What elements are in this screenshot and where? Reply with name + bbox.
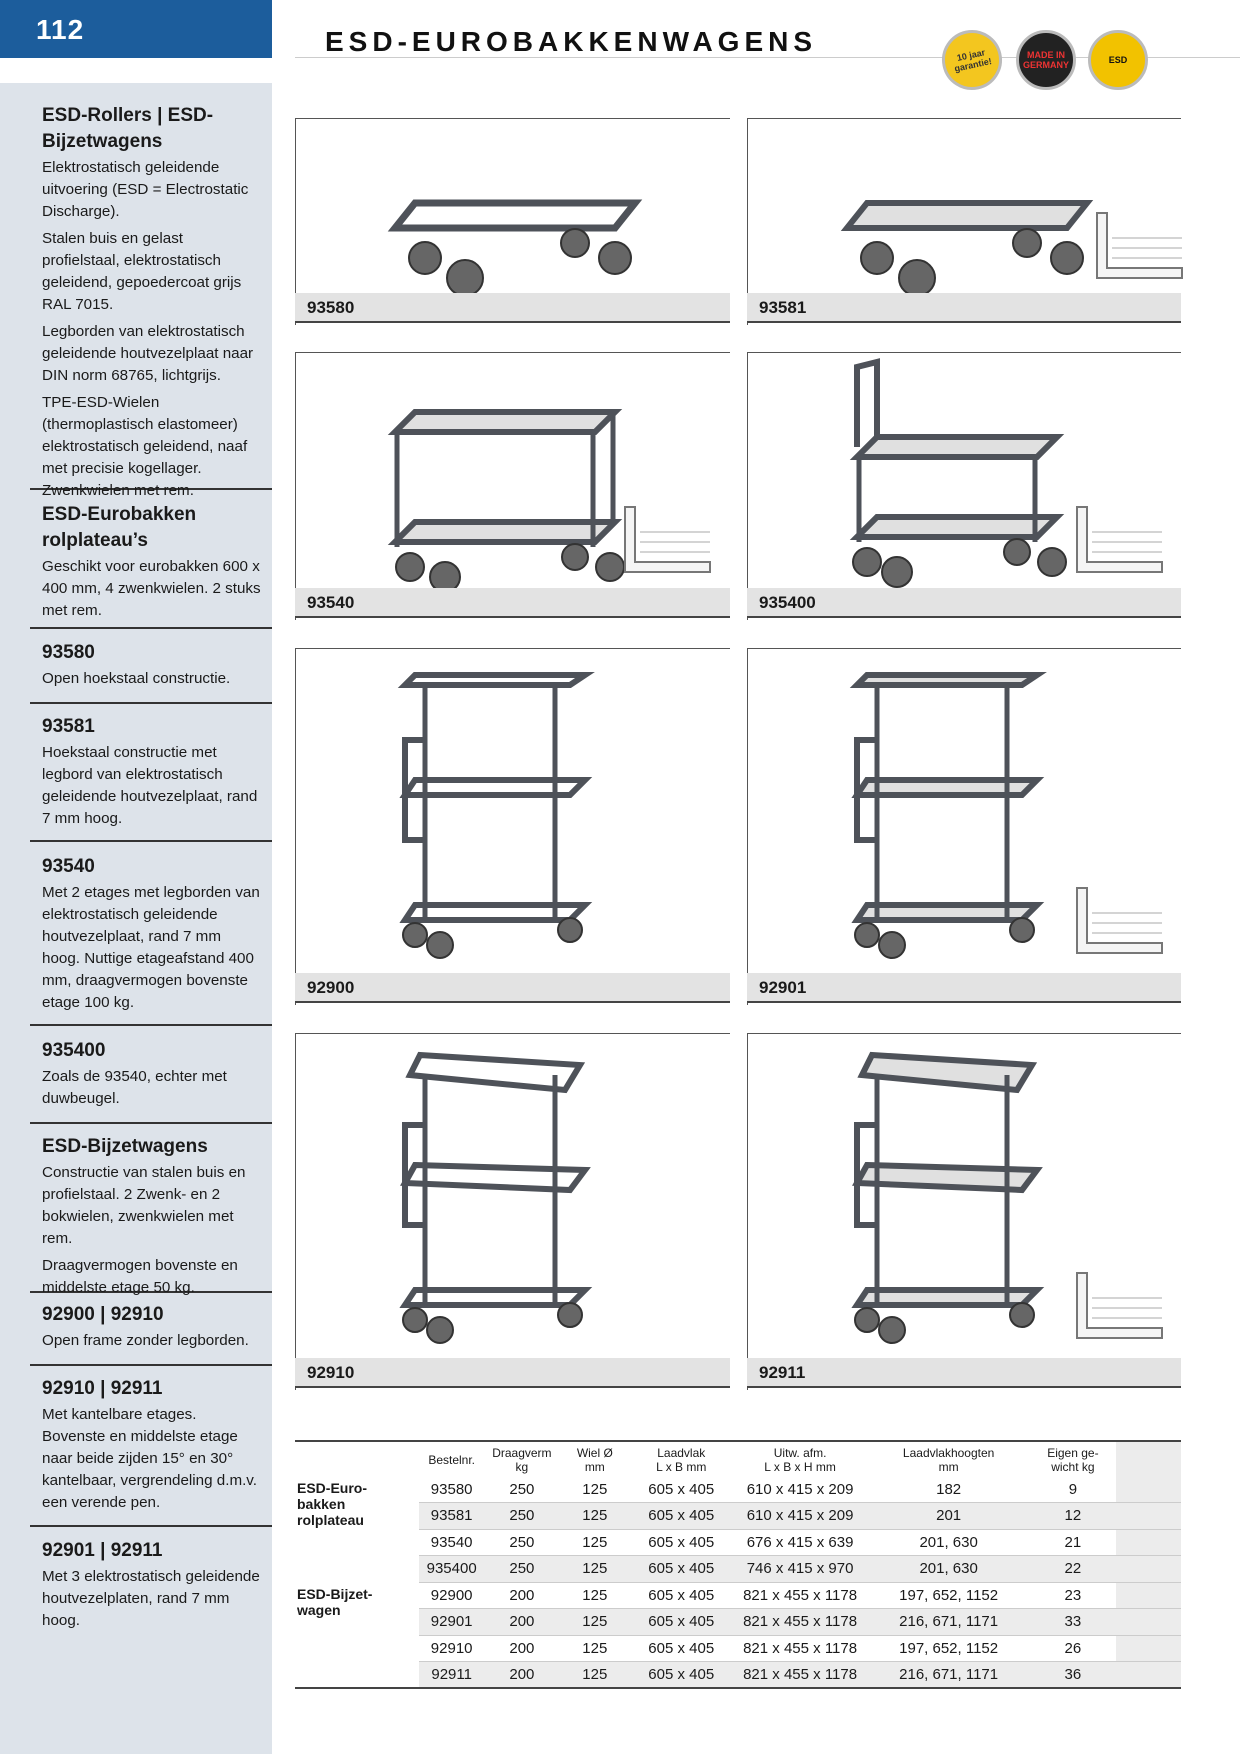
table-row [295,1503,1181,1530]
table-row [295,1556,1181,1583]
esd-badge-text: ESD [1108,55,1128,65]
cart-illustration-icon [837,357,1077,597]
table-cell: 200 [484,1582,560,1609]
product-panel [747,648,1181,1005]
section-heading: ESD-Bijzetwagens [42,1136,208,1157]
section-heading: ESD-Rollers | ESD-Bijzetwagens [42,105,214,152]
table-cell: 201, 630 [868,1529,1030,1556]
table-cell: 200 [484,1635,560,1662]
spec-table [295,1440,1181,1689]
table-pad [1116,1556,1181,1583]
section-text: Stalen buis en gelast profielstaal, elektrostatisch geleidend, gepoedercoat grijs RAL 7015. [42,230,242,313]
table-cell: 197, 652, 1152 [868,1635,1030,1662]
table-cell: 250 [484,1476,560,1503]
table-row [295,1635,1181,1662]
table-cell: 605 x 405 [630,1476,733,1503]
section-heading: 93581 [42,716,95,737]
table-cell: 201, 630 [868,1556,1030,1583]
made-badge-text: MADE IN GERMANY [1022,50,1069,70]
section-heading: ESD-Eurobakken rolplateau’s [42,504,197,551]
cart-illustration-icon [847,1045,1067,1345]
table-cell: 125 [560,1476,630,1503]
table-cell: 821 x 455 x 1178 [733,1582,868,1609]
table-cell: 12 [1030,1503,1116,1530]
table-header: Draagverm kg [484,1441,560,1476]
table-pad [1116,1582,1181,1609]
table-cell: 216, 671, 1171 [868,1662,1030,1689]
made-in-germany-badge-icon [1016,30,1076,90]
table-cell: 9 [1030,1476,1116,1503]
table-cell: 610 x 415 x 209 [733,1503,868,1530]
table-cell: 125 [560,1503,630,1530]
table-header: Laadvlakhoogten mm [868,1441,1030,1476]
sidebar-section-93540 [30,854,272,1026]
table-cell: 605 x 405 [630,1582,733,1609]
section-text: TPE-ESD-Wielen (thermoplastisch elastomeer) elektrostatisch geleidend, naaf met precisie kogellager. Zwenkwielen met rem. [42,394,248,499]
sidebar-section-92900 [30,1302,272,1366]
table-cell: 605 x 405 [630,1556,733,1583]
page-title: ESD-EUROBAKKENWAGENS [325,26,818,57]
section-text: Open frame zonder legborden. [42,1332,249,1349]
cart-illustration-icon [385,372,645,602]
sidebar-section-935400 [30,1038,272,1124]
product-panel [747,118,1181,325]
product-panel [747,1033,1181,1390]
panel-label: 92910 [295,1358,730,1388]
table-cell: 182 [868,1476,1030,1503]
table-cell: 125 [560,1635,630,1662]
section-text: Constructie van stalen buis en profielstaal. 2 Zwenk- en 2 bokwielen, zwenkwielen met rem. [42,1164,246,1247]
page-number-box [0,0,272,58]
product-panel [295,648,730,1005]
cart-illustration-icon [395,1045,615,1345]
table-cell: 33 [1030,1609,1116,1636]
table-header [295,1441,419,1476]
edge-profile-icon [1072,883,1172,963]
guarantee-badge-text: 10 jaar garantie! [953,47,993,74]
table-cell: 605 x 405 [630,1503,733,1530]
table-cell: 36 [1030,1662,1116,1689]
table-cell: 676 x 415 x 639 [733,1529,868,1556]
table-cell: 821 x 455 x 1178 [733,1635,868,1662]
table-pad [1116,1441,1181,1476]
table-cell: 216, 671, 1171 [868,1609,1030,1636]
panel-label: 92901 [747,973,1181,1003]
section-text: Met 3 elektrostatisch geleidende houtvezelplaten, rand 7 mm hoog. [42,1568,260,1629]
edge-profile-icon [620,502,720,582]
table-cell: 935400 [419,1556,484,1583]
table-cell: 605 x 405 [630,1635,733,1662]
table-cell: 92911 [419,1662,484,1689]
table-cell: 93581 [419,1503,484,1530]
table-header: Bestelnr. [419,1441,484,1476]
cart-illustration-icon [375,148,675,298]
section-heading: 92901 | 92911 [42,1540,163,1561]
panel-label: 92900 [295,973,730,1003]
panel-label: 93540 [295,588,730,618]
table-cell: 250 [484,1529,560,1556]
table-cell: 92910 [419,1635,484,1662]
table-cell: 93580 [419,1476,484,1503]
table-header: Wiel Ø mm [560,1441,630,1476]
table-cell: 250 [484,1503,560,1530]
table-cell: 125 [560,1662,630,1689]
table-cell: 250 [484,1556,560,1583]
section-heading: 92900 | 92910 [42,1304,164,1325]
panel-label: 93581 [747,293,1181,323]
table-header: Laadvlak L x B mm [630,1441,733,1476]
sidebar-section-93580 [30,640,272,704]
sidebar-section-93581 [30,714,272,842]
table-cell: 821 x 455 x 1178 [733,1609,868,1636]
sidebar-section-rolplateau [30,502,272,629]
table-pad [1116,1662,1181,1689]
table-header: Uitw. afm. L x B x H mm [733,1441,868,1476]
panel-label: 93580 [295,293,730,323]
table-cell: 821 x 455 x 1178 [733,1662,868,1689]
table-cell: 201 [868,1503,1030,1530]
cart-illustration-icon [847,660,1067,960]
product-panel [295,352,730,620]
table-cell: 610 x 415 x 209 [733,1476,868,1503]
table-cell: 200 [484,1662,560,1689]
sidebar-section-92910 [30,1376,272,1527]
table-pad [1116,1529,1181,1556]
section-text: Geschikt voor eurobakken 600 x 400 mm, 4 zwenkwielen. 2 stuks met rem. [42,558,261,619]
table-row [295,1662,1181,1689]
product-panel [747,352,1181,620]
section-text: Hoekstaal constructie met legbord van elektrostatisch geleidende houtvezelplaat, rand 7 mm hoog. [42,744,258,827]
cart-illustration-icon [827,148,1127,298]
table-cell: 605 x 405 [630,1609,733,1636]
table-header-row [295,1441,1181,1476]
section-heading: 935400 [42,1040,106,1061]
table-cell: 21 [1030,1529,1116,1556]
table-row [295,1529,1181,1556]
esd-warning-badge-icon [1088,30,1148,90]
table-cell: 92901 [419,1609,484,1636]
edge-profile-icon [1072,502,1172,582]
section-text: Legborden van elektrostatisch geleidende houtvezelplaat naar DIN norm 68765, lichtgrijs. [42,323,254,384]
section-heading: 93540 [42,856,95,877]
table-cell: 125 [560,1582,630,1609]
table-header: Eigen ge- wicht kg [1030,1441,1116,1476]
table-pad [1116,1609,1181,1636]
section-heading: 93580 [42,642,95,663]
cart-illustration-icon [395,660,615,960]
sidebar-section-92901 [30,1538,272,1638]
table-row [295,1582,1181,1609]
table-cell: 22 [1030,1556,1116,1583]
table-cell: 125 [560,1556,630,1583]
table-cell: 23 [1030,1582,1116,1609]
table-row [295,1609,1181,1636]
sidebar-section-intro [30,103,272,499]
table-group-label: ESD-Euro- bakken rolplateau [297,1480,367,1528]
table-cell: 746 x 415 x 970 [733,1556,868,1583]
table-cell: 197, 652, 1152 [868,1582,1030,1609]
edge-profile-icon [1092,208,1192,288]
table-cell: 125 [560,1609,630,1636]
sidebar-section-bijzetwagens [30,1134,272,1296]
product-panel [295,118,730,325]
panel-label: 92911 [747,1358,1181,1388]
table-cell: 93540 [419,1529,484,1556]
section-text: Met 2 etages met legborden van elektrostatisch geleidende houtvezelplaat, rand 7 mm hoog. Nuttige etageafstand 400 mm, draagvermogen bovenste etage 100 kg. [42,884,260,1011]
table-pad [1116,1635,1181,1662]
section-text: Elektrostatisch geleidende uitvoering (ESD = Electrostatic Discharge). [42,159,249,220]
table-cell: 92900 [419,1582,484,1609]
table-cell: 200 [484,1609,560,1636]
section-text: Met kantelbare etages. Bovenste en middelste etage naar beide zijden 15° en 30° kantelbaar, vergrendeling d.m.v. een verende pen. [42,1406,257,1511]
table-cell: 125 [560,1529,630,1556]
table-pad [1116,1476,1181,1503]
edge-profile-icon [1072,1268,1172,1348]
table-cell: 605 x 405 [630,1662,733,1689]
table-pad [1116,1503,1181,1530]
section-text: Open hoekstaal constructie. [42,670,231,687]
panel-label: 935400 [747,588,1181,618]
table-row [295,1476,1181,1503]
page-number: 112 [36,14,85,45]
section-heading: 92910 | 92911 [42,1378,163,1399]
section-text: Zoals de 93540, echter met duwbeugel. [42,1068,227,1107]
table-group-label: ESD-Bijzet- wagen [295,1582,419,1688]
product-panel [295,1033,730,1390]
section-text: Draagvermogen bovenste en middelste etage 50 kg. [42,1257,238,1296]
table-cell: 605 x 405 [630,1529,733,1556]
table-cell: 26 [1030,1635,1116,1662]
